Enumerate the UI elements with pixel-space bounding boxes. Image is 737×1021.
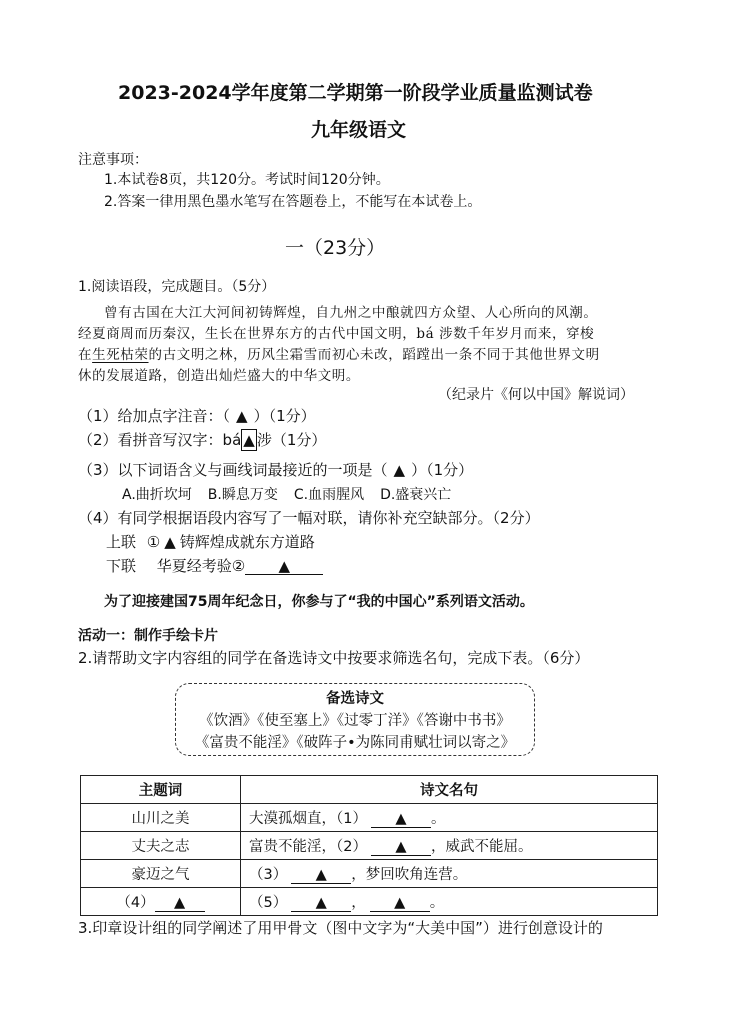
answer-blank: ▲: [291, 867, 351, 884]
passage-line-4: 休的发展道路，创造出灿烂盛大的中华文明。: [78, 368, 360, 384]
row1-end: 。: [430, 811, 446, 827]
notes-item-1: 1.本试卷8页，共120分。考试时间120分钟。: [104, 172, 390, 188]
row2-end: ，威武不能屈。: [430, 839, 533, 855]
answer-blank: ▲: [291, 895, 351, 912]
couplet-lower-text: 华夏经考验②: [156, 557, 246, 575]
passage-line-3: [78, 343, 600, 363]
row3-text: （3）: [249, 867, 288, 883]
answer-mark: ▲: [164, 533, 176, 551]
box-line-2: 《富贵不能淫》《破阵子•为陈同甫赋壮词以寄之》: [194, 735, 516, 751]
passage-line-1: 曾有古国在大江大河间初铸辉煌，自九州之中酿就四方众望、人心所向的风潮。: [104, 305, 598, 321]
answer-box: ▲: [243, 431, 255, 449]
header-theme: 主题词: [81, 776, 241, 804]
couplet-upper-text: 铸辉煌成就东方道路: [179, 533, 315, 551]
option-a: A.曲折坎坷: [122, 487, 192, 503]
row4-sep: ，: [351, 895, 366, 911]
section-title: 一（23分）: [285, 237, 386, 259]
answer-blank: ▲: [370, 895, 430, 912]
answer-mark: ▲: [236, 407, 248, 425]
q1-sub3: [78, 459, 473, 480]
option-b: B.瞬息万变: [207, 487, 278, 503]
passage-source: （纪录片《何以中国》解说词）: [438, 387, 634, 403]
row1-text: 大漠孤烟直，（1）: [249, 811, 367, 827]
option-c: C.血雨腥风: [293, 487, 365, 503]
row4-theme-num: （4）: [116, 895, 155, 911]
row2-quote: [241, 832, 658, 860]
row4-quote: [241, 888, 658, 916]
activity1-title: 活动一：制作手绘卡片: [78, 628, 218, 644]
exam-subtitle: 九年级语文: [311, 119, 407, 141]
couplet-lower-label: 下联: [106, 557, 137, 575]
quotes-table: [80, 775, 658, 916]
exam-title: 2023-2024学年度第二学期第一阶段学业质量监测试卷: [118, 82, 593, 104]
row3-theme: 豪迈之气: [81, 860, 241, 888]
row1-quote: [241, 804, 658, 832]
table-row: [81, 860, 658, 888]
passage-line-2: 经夏商周而历秦汉，生长在世界东方的古代中国文明，bá 涉数千年岁月而来，穿梭: [78, 326, 595, 342]
row2-text: 富贵不能淫，（2）: [249, 839, 367, 855]
answer-blank: ▲: [371, 811, 431, 828]
sub1-score: ）（1分）: [253, 407, 316, 425]
row4-end: 。: [429, 895, 445, 911]
passage-line-3-after: 的古文明之林，历风尘霜雪而初心未改，蹈蹚出一条不同于其他世界文明: [148, 347, 600, 363]
q1-prompt: 1.阅读语段，完成题目。（5分）: [78, 279, 276, 295]
sub3-score: ）（1分）: [411, 461, 474, 479]
underlined-phrase: 生死枯荣: [92, 347, 149, 363]
couplet-lower: [106, 555, 323, 576]
row3-quote: [241, 860, 658, 888]
answer-blank: ▲: [371, 839, 431, 856]
sub1-text: （1）给加点字注音：（: [78, 407, 231, 425]
table-row: [81, 832, 658, 860]
box-line-1: 《饮酒》《使至塞上》《过零丁洋》《答谢中书书》: [199, 713, 511, 729]
option-d: D.盛衰兴亡: [380, 487, 452, 503]
sub3-text: （3）以下词语含义与画线词最接近的一项是（: [78, 461, 388, 479]
activity-intro: 为了迎接建国75周年纪念日，你参与了“我的中国心”系列语文活动。: [104, 594, 534, 610]
row3-end: ，梦回吹角连营。: [351, 867, 468, 883]
sub2-text: （2）看拼音写汉字：bá: [78, 431, 242, 449]
answer-blank: ▲: [155, 895, 205, 912]
table-row: [81, 804, 658, 832]
table-header-row: [81, 776, 658, 804]
header-quotes: 诗文名句: [241, 776, 658, 804]
q1-sub2: [78, 429, 326, 451]
passage-line-3-before: 在: [78, 347, 93, 363]
notes-item-2: 2.答案一律用黑色墨水笔写在答题卷上，不能写在本试卷上。: [104, 194, 482, 210]
q1-sub1: [78, 405, 316, 426]
q2-prompt: 2.请帮助文字内容组的同学在备选诗文中按要求筛选名句，完成下表。（6分）: [78, 649, 590, 667]
couplet-upper: [106, 531, 315, 552]
answer-mark: ▲: [393, 461, 406, 479]
q1-options: [122, 484, 451, 504]
candidate-poems-box: [175, 683, 535, 756]
row4-theme: [81, 888, 241, 916]
row4-text: （5）: [249, 895, 288, 911]
notes-heading: 注意事项：: [78, 152, 148, 168]
couplet-upper-label: 上联: [106, 533, 137, 551]
box-title: 备选诗文: [326, 691, 384, 707]
sub2-score: 涉（1分）: [256, 431, 327, 449]
table-row: [81, 888, 658, 916]
q3-prompt: 3.印章设计组的同学阐述了用甲骨文（图中文字为“大美中国”）进行创意设计的: [78, 919, 603, 937]
answer-blank: ▲: [245, 558, 323, 575]
row2-theme: 丈夫之志: [81, 832, 241, 860]
q1-sub4: （4）有同学根据语段内容写了一幅对联，请你补充空缺部分。（2分）: [78, 509, 540, 527]
couplet-marker: ①: [146, 533, 161, 551]
row1-theme: 山川之美: [81, 804, 241, 832]
